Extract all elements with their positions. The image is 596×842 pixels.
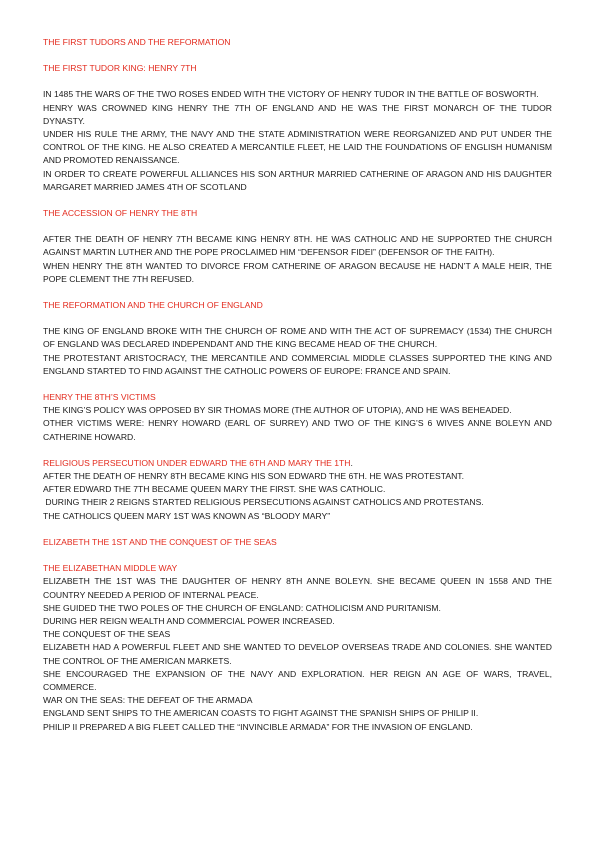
- paragraph: THE CONQUEST OF THE SEAS: [43, 629, 171, 640]
- paragraph: SHE ENCOURAGED THE EXPANSION OF THE NAVY AND EXPLORATION. HER REIGN AN AGE OF WARS, TRAVEL, COMMERCE.: [43, 668, 552, 692]
- section-heading-henry8: THE ACCESSION OF HENRY THE 8TH: [43, 208, 198, 219]
- paragraph: PHILIP II PREPARED A BIG FLEET CALLED THE “INVINCIBLE ARMADA” FOR THE INVASION OF ENGLAND.: [43, 721, 473, 732]
- paragraph: IN ORDER TO CREATE POWERFUL ALLIANCES HIS SON ARTHUR MARRIED CATHERINE OF ARAGON AND HIS DAUGHTER MARGARET MARRIED JAMES 4TH OF SCOTLAND: [43, 168, 552, 192]
- document-title: THE FIRST TUDORS AND THE REFORMATION: [43, 37, 231, 47]
- paragraph: AFTER EDWARD THE 7TH BECAME QUEEN MARY THE FIRST. SHE WAS CATHOLIC.: [43, 484, 386, 495]
- section-heading-henry7: THE FIRST TUDOR KING: HENRY 7TH: [43, 63, 197, 74]
- paragraph: AFTER THE DEATH OF HENRY 8TH BECAME KING HIS SON EDWARD THE 6TH. HE WAS PROTESTANT.: [43, 471, 464, 482]
- paragraph: WAR ON THE SEAS: THE DEFEAT OF THE ARMADA: [43, 695, 253, 706]
- section-heading-elizabeth: ELIZABETH THE 1ST AND THE CONQUEST OF THE SEAS: [43, 536, 277, 547]
- paragraph: DURING THEIR 2 REIGNS STARTED RELIGIOUS PERSECUTIONS AGAINST CATHOLICS AND PROTESTANS.: [43, 497, 484, 508]
- paragraph: IN 1485 THE WARS OF THE TWO ROSES ENDED WITH THE VICTORY OF HENRY TUDOR IN THE BATTLE OF BOSWORTH.: [43, 89, 539, 100]
- paragraph: THE CATHOLICS QUEEN MARY 1ST WAS KNOWN AS “BLOODY MARY”: [43, 510, 331, 521]
- persecution-heading-period: .: [350, 457, 353, 468]
- paragraph: DURING HER REIGN WEALTH AND COMMERCIAL POWER INCREASED.: [43, 615, 335, 626]
- paragraph: ELIZABETH THE 1ST WAS THE DAUGHTER OF HENRY 8TH ANNE BOLEYN. SHE BECAME QUEEN IN 1558 AND THE COUNTRY NEEDED A PERIOD OF INTERNAL PEACE.: [43, 576, 552, 600]
- paragraph: HENRY WAS CROWNED KING HENRY THE 7TH OF ENGLAND AND HE WAS THE FIRST MONARCH OF THE TUDOR DYNASTY.: [43, 102, 552, 126]
- paragraph: UNDER HIS RULE THE ARMY, THE NAVY AND THE STATE ADMINISTRATION WERE REORGANIZED AND PUT UNDER THE CONTROL OF THE KING. HE ALSO CREATED A MERCANTILE FLEET, HE LAID THE FOUNDATIONS OF ENGLISH HUMANISM AND PROMOTED RENAISSANCE.: [43, 129, 552, 166]
- paragraph: SHE GUIDED THE TWO POLES OF THE CHURCH OF ENGLAND: CATHOLICISM AND PURITANISM.: [43, 602, 441, 613]
- paragraph: OTHER VICTIMS WERE: HENRY HOWARD (EARL OF SURREY) AND TWO OF THE KING’S 6 WIVES ANNE BOLEYN AND CATHERINE HOWARD.: [43, 418, 552, 442]
- section-heading-victims: HENRY THE 8TH’S VICTIMS: [43, 392, 156, 403]
- paragraph: THE KING’S POLICY WAS OPPOSED BY SIR THOMAS MORE (THE AUTHOR OF UTOPIA), AND HE WAS BEHEADED.: [43, 405, 512, 416]
- paragraph: THE KING OF ENGLAND BROKE WITH THE CHURCH OF ROME AND WITH THE ACT OF SUPREMACY (1534) THE CHURCH OF ENGLAND WAS DECLARED INDEPENDANT AND THE KING BECAME HEAD OF THE CHURCH.: [43, 326, 552, 350]
- section-heading-reformation: THE REFORMATION AND THE CHURCH OF ENGLAND: [43, 300, 263, 311]
- paragraph: WHEN HENRY THE 8TH WANTED TO DIVORCE FROM CATHERINE OF ARAGON BECAUSE HE HADN’T A MALE HEIR, THE POPE CLEMENT THE 7TH REFUSED.: [43, 260, 552, 284]
- paragraph: ELIZABETH HAD A POWERFUL FLEET AND SHE WANTED TO DEVELOP OVERSEAS TRADE AND COLONIES. SHE WANTED THE CONTROL OF THE AMERICAN MARKETS.: [43, 642, 552, 666]
- persecution-heading-text: RELIGIOUS PERSECUTION UNDER EDWARD THE 6TH AND MARY THE 1TH: [43, 457, 351, 468]
- paragraph: AFTER THE DEATH OF HENRY 7TH BECAME KING HENRY 8TH. HE WAS CATHOLIC AND HE SUPPORTED THE CHURCH AGAINST MARTIN LUTHER AND THE POPE PROCLAIMED HIM “DEFENSOR FIDEI” (DEFENSOR OF THE FAITH).: [43, 234, 552, 258]
- document-page: [43, 36, 552, 734]
- paragraph: ENGLAND SENT SHIPS TO THE AMERICAN COASTS TO FIGHT AGAINST THE SPANISH SHIPS OF PHILIP II.: [43, 708, 479, 719]
- section-heading-persecution: [43, 457, 552, 470]
- section-heading-middle-way: THE ELIZABETHAN MIDDLE WAY: [43, 563, 178, 574]
- paragraph: THE PROTESTANT ARISTOCRACY, THE MERCANTILE AND COMMERCIAL MIDDLE CLASSES SUPPORTED THE KING AND ENGLAND STARTED TO FIND AGAINST THE CATHOLIC POWERS OF EUROPE: FRANCE AND SPAIN.: [43, 352, 552, 376]
